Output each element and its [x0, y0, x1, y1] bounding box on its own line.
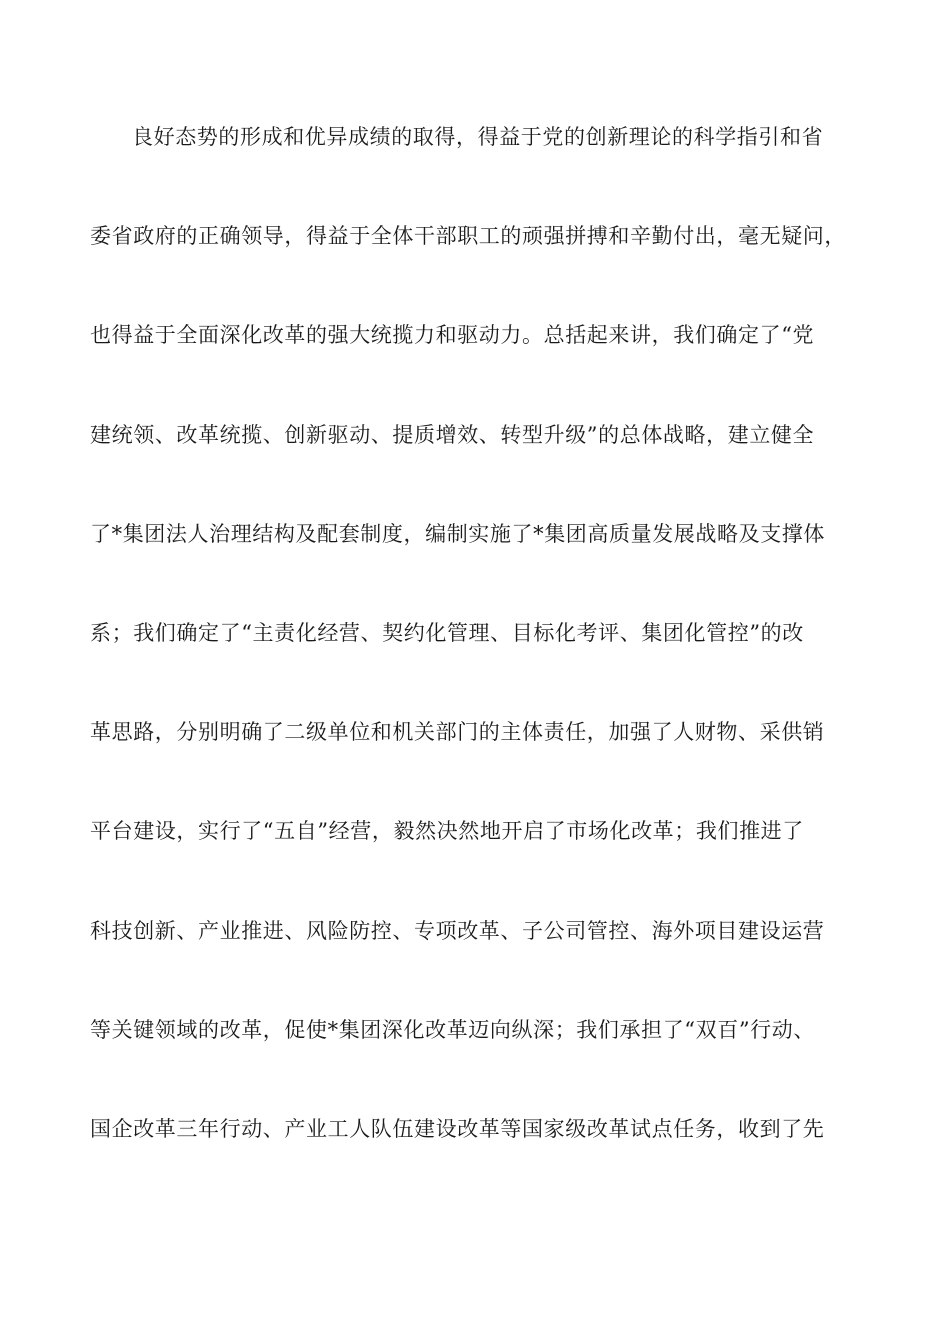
- paragraph-line: 系；我们确定了“主责化经营、契约化管理、目标化考评、集团化管控”的改: [90, 620, 804, 645]
- paragraph-line: 科技创新、产业推进、风险防控、专项改革、子公司管控、海外项目建设运营: [90, 918, 825, 943]
- paragraph-line: 国企改革三年行动、产业工人队伍建设改革等国家级改革试点任务，收到了先: [90, 1116, 825, 1141]
- paragraph-line: 革思路，分别明确了二级单位和机关部门的主体责任，加强了人财物、采供销: [90, 720, 825, 745]
- paragraph-line: 委省政府的正确领导，得益于全体干部职工的顽强拼搏和辛勤付出，毫无疑问，: [90, 224, 846, 249]
- paragraph-line: 也得益于全面深化改革的强大统揽力和驱动力。总括起来讲，我们确定了“党: [90, 323, 815, 348]
- paragraph-line: 了*集团法人治理结构及配套制度，编制实施了*集团高质量发展战略及支撑体: [90, 521, 825, 546]
- paragraph-line: 等关键领域的改革，促使*集团深化改革迈向纵深；我们承担了“双百”行动、: [90, 1017, 815, 1042]
- body-paragraph: [90, 125, 870, 1216]
- paragraph-line: 建统领、改革统揽、创新驱动、提质增效、转型升级”的总体战略，建立健全: [90, 422, 815, 447]
- paragraph-line: 良好态势的形成和优异成绩的取得，得益于党的创新理论的科学指引和省: [132, 125, 824, 149]
- paragraph-line: 平台建设，实行了“五自”经营，毅然决然地开启了市场化改革；我们推进了: [90, 819, 804, 844]
